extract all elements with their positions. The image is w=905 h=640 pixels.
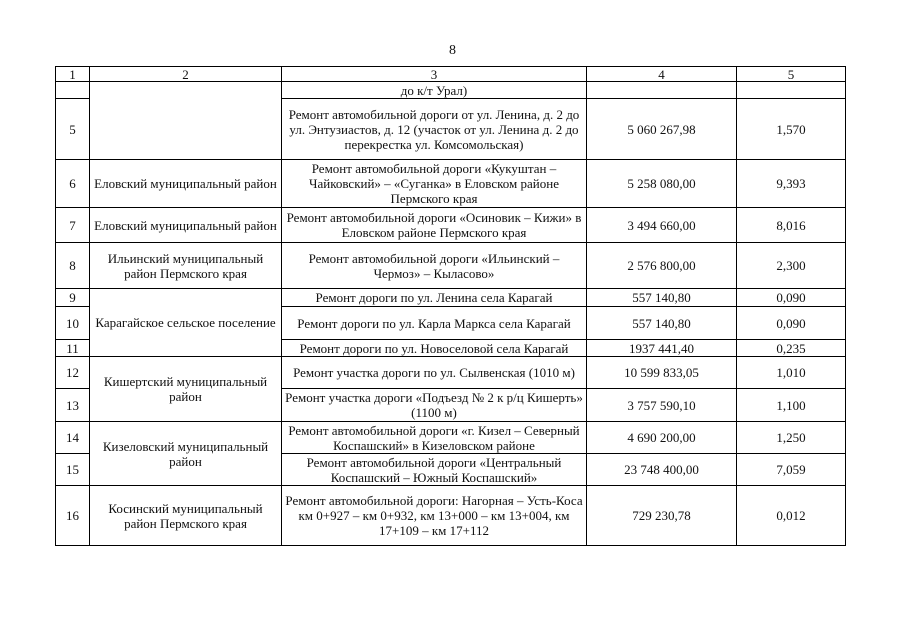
cost-cell: 557 140,80 (587, 307, 737, 340)
row-number-cell: 9 (56, 289, 90, 307)
table-row-continuation (56, 82, 846, 99)
column-number-header-row (56, 67, 846, 82)
municipality-cell: Еловский муниципальный район (90, 160, 282, 208)
work-description-cell: Ремонт автомобильной дороги «Ильинский – Чермоз» – Кыласово» (282, 243, 587, 289)
cost-cell (587, 82, 737, 99)
column-header-1: 1 (56, 67, 90, 82)
municipality-cell: Карагайское сельское поселение (90, 289, 282, 357)
length-cell: 9,393 (737, 160, 846, 208)
cost-cell: 10 599 833,05 (587, 357, 737, 389)
length-cell: 1,010 (737, 357, 846, 389)
length-cell: 1,250 (737, 422, 846, 454)
table-row (56, 289, 846, 307)
municipality-cell: Ильинский муниципальный район Пермского края (90, 243, 282, 289)
cost-cell: 1937 441,40 (587, 340, 737, 357)
column-header-3: 3 (282, 67, 587, 82)
column-header-4: 4 (587, 67, 737, 82)
row-number-cell: 14 (56, 422, 90, 454)
municipality-cell: Кишертский муниципальный район (90, 357, 282, 422)
length-cell: 2,300 (737, 243, 846, 289)
length-cell: 1,100 (737, 389, 846, 422)
cost-cell: 23 748 400,00 (587, 454, 737, 486)
table-row (56, 422, 846, 454)
cost-cell: 5 258 080,00 (587, 160, 737, 208)
length-cell: 7,059 (737, 454, 846, 486)
work-description-cell: Ремонт автомобильной дороги «Осиновик – Кижи» в Еловском районе Пермского края (282, 208, 587, 243)
row-number-cell: 10 (56, 307, 90, 340)
row-number-cell: 12 (56, 357, 90, 389)
work-description-cell: Ремонт участка дороги по ул. Сылвенская (1010 м) (282, 357, 587, 389)
work-description-cell: Ремонт дороги по ул. Карла Маркса села Карагай (282, 307, 587, 340)
work-description-cell: Ремонт автомобильной дороги: Нагорная – Усть-Коса км 0+927 – км 0+932, км 13+000 – км 13+004, км 17+109 – км 17+112 (282, 486, 587, 546)
row-number-cell: 8 (56, 243, 90, 289)
work-description-cell: Ремонт участка дороги «Подъезд № 2 к р/ц Кишерть» (1100 м) (282, 389, 587, 422)
work-description-cell: Ремонт дороги по ул. Ленина села Карагай (282, 289, 587, 307)
municipality-cell: Еловский муниципальный район (90, 208, 282, 243)
municipality-cell: Косинский муниципальный район Пермского края (90, 486, 282, 546)
cost-cell: 4 690 200,00 (587, 422, 737, 454)
cost-cell: 5 060 267,98 (587, 99, 737, 160)
cost-cell: 557 140,80 (587, 289, 737, 307)
row-number-cell: 16 (56, 486, 90, 546)
municipality-cell: Кизеловский муниципальный район (90, 422, 282, 486)
work-description-cell: Ремонт автомобильной дороги «Кукуштан – Чайковский» – «Суганка» в Еловском районе Пермского края (282, 160, 587, 208)
row-number-cell: 6 (56, 160, 90, 208)
cost-cell: 3 494 660,00 (587, 208, 737, 243)
length-cell: 0,090 (737, 289, 846, 307)
work-description-cell: Ремонт дороги по ул. Новоселовой села Карагай (282, 340, 587, 357)
row-number-cell: 11 (56, 340, 90, 357)
table-row (56, 160, 846, 208)
row-number-cell: 7 (56, 208, 90, 243)
length-cell (737, 82, 846, 99)
row-number-cell: 13 (56, 389, 90, 422)
cost-cell: 2 576 800,00 (587, 243, 737, 289)
length-cell: 0,090 (737, 307, 846, 340)
work-description-cell: Ремонт автомобильной дороги «г. Кизел – Северный Коспашский» в Кизеловском районе (282, 422, 587, 454)
length-cell: 8,016 (737, 208, 846, 243)
length-cell: 0,012 (737, 486, 846, 546)
work-description-cell: Ремонт автомобильной дороги «Центральный Коспашский – Южный Коспашский» (282, 454, 587, 486)
row-number-cell (56, 82, 90, 99)
column-header-2: 2 (90, 67, 282, 82)
cost-cell: 3 757 590,10 (587, 389, 737, 422)
table-row (56, 208, 846, 243)
table-row (56, 357, 846, 389)
road-repair-table (55, 66, 846, 546)
column-header-5: 5 (737, 67, 846, 82)
table-row (56, 243, 846, 289)
length-cell: 0,235 (737, 340, 846, 357)
work-description-cell: Ремонт автомобильной дороги от ул. Ленина, д. 2 до ул. Энтузиастов, д. 12 (участок от ул. Ленина д. 2 до перекрестка ул. Комсомольская) (282, 99, 587, 160)
work-description-cell: до к/т Урал) (282, 82, 587, 99)
cost-cell: 729 230,78 (587, 486, 737, 546)
length-cell: 1,570 (737, 99, 846, 160)
table-row (56, 486, 846, 546)
municipality-cell (90, 82, 282, 160)
row-number-cell: 5 (56, 99, 90, 160)
row-number-cell: 15 (56, 454, 90, 486)
page-number: 8 (449, 43, 456, 58)
